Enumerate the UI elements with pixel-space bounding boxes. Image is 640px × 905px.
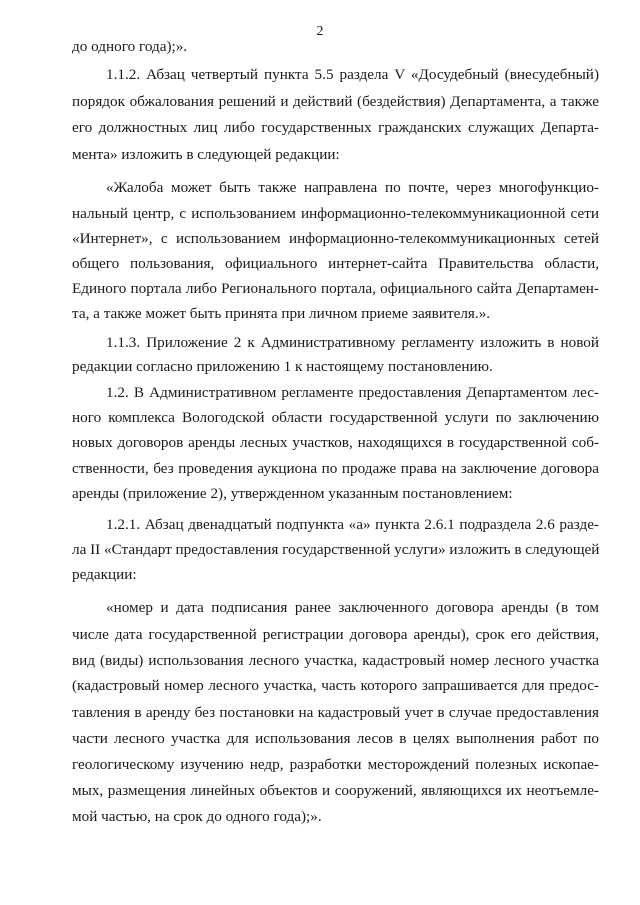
text-line: геологическому изучению недр, разработки месторождений полезных ископае- — [72, 756, 599, 773]
text-line: ного комплекса Вологодской области государственной услуги по заключению — [72, 409, 599, 426]
text-line: Единого портала либо Регионального портала, официального сайта Департамен- — [72, 280, 599, 297]
text-line: вид (виды) использования лесного участка, кадастровый номер лесного участка — [72, 652, 599, 669]
text-line: новых договоров аренды лесных участков, находящихся в государственной соб- — [72, 434, 599, 451]
text-line: нальный центр, с использованием информационно-телекоммуникационной сети — [72, 205, 599, 222]
text-line: мой частью, на срок до одного года);». — [72, 808, 322, 825]
text-line: части лесного участка для использования лесов в целях выполнения работ по — [72, 730, 599, 747]
text-line: мых, размещения линейных объектов и сооружений, являющихся их неотъемле- — [72, 782, 599, 799]
text-line: аренды (приложение 2), утвержденном указанным постановлением: — [72, 485, 513, 502]
text-line: порядок обжалования решений и действий (бездействия) Департамента, а также — [72, 93, 599, 110]
text-line: «номер и дата подписания ранее заключенного договора аренды (в том — [106, 599, 599, 616]
text-line: 1.2.1. Абзац двенадцатый подпункта «а» пункта 2.6.1 подраздела 2.6 разде- — [106, 516, 599, 533]
text-line: до одного года);». — [72, 38, 188, 55]
text-line: 1.2. В Административном регламенте предоставления Департаментом лес- — [106, 384, 599, 401]
text-line: общего пользования, официального интернет-сайта Правительства области, — [72, 255, 599, 272]
page-number: 2 — [316, 24, 324, 39]
text-line: тавления в аренду без постановки на кадастровый учет в случае предоставления — [72, 704, 599, 721]
text-line: ла II «Стандарт предоставления государственной услуги» изложить в следующей — [72, 541, 600, 558]
text-line: редакции: — [72, 566, 137, 583]
text-line: 1.1.2. Абзац четвертый пункта 5.5 раздела V «Досудебный (внесудебный) — [106, 66, 599, 83]
text-line: (кадастровый номер лесного участка, часть которого запрашивается для предос- — [72, 677, 599, 694]
text-line: 1.1.3. Приложение 2 к Административному регламенту изложить в новой — [106, 334, 599, 351]
text-line: редакции согласно приложению 1 к настоящему постановлению. — [72, 358, 493, 375]
text-line: мента» изложить в следующей редакции: — [72, 146, 340, 163]
text-line: числе дата государственной регистрации договора аренды), срок его действия, — [72, 626, 599, 643]
text-line: его должностных лиц либо государственных гражданских служащих Департа- — [72, 119, 599, 136]
text-line: «Жалоба может быть также направлена по почте, через многофункцио- — [106, 179, 599, 196]
text-line: «Интернет», с использованием информационно-телекоммуникационных сетей — [72, 230, 599, 247]
text-line: ственности, без проведения аукциона по продаже права на заключение договора — [72, 460, 599, 477]
text-line: та, а также может быть принята при личном приеме заявителя.». — [72, 305, 491, 322]
